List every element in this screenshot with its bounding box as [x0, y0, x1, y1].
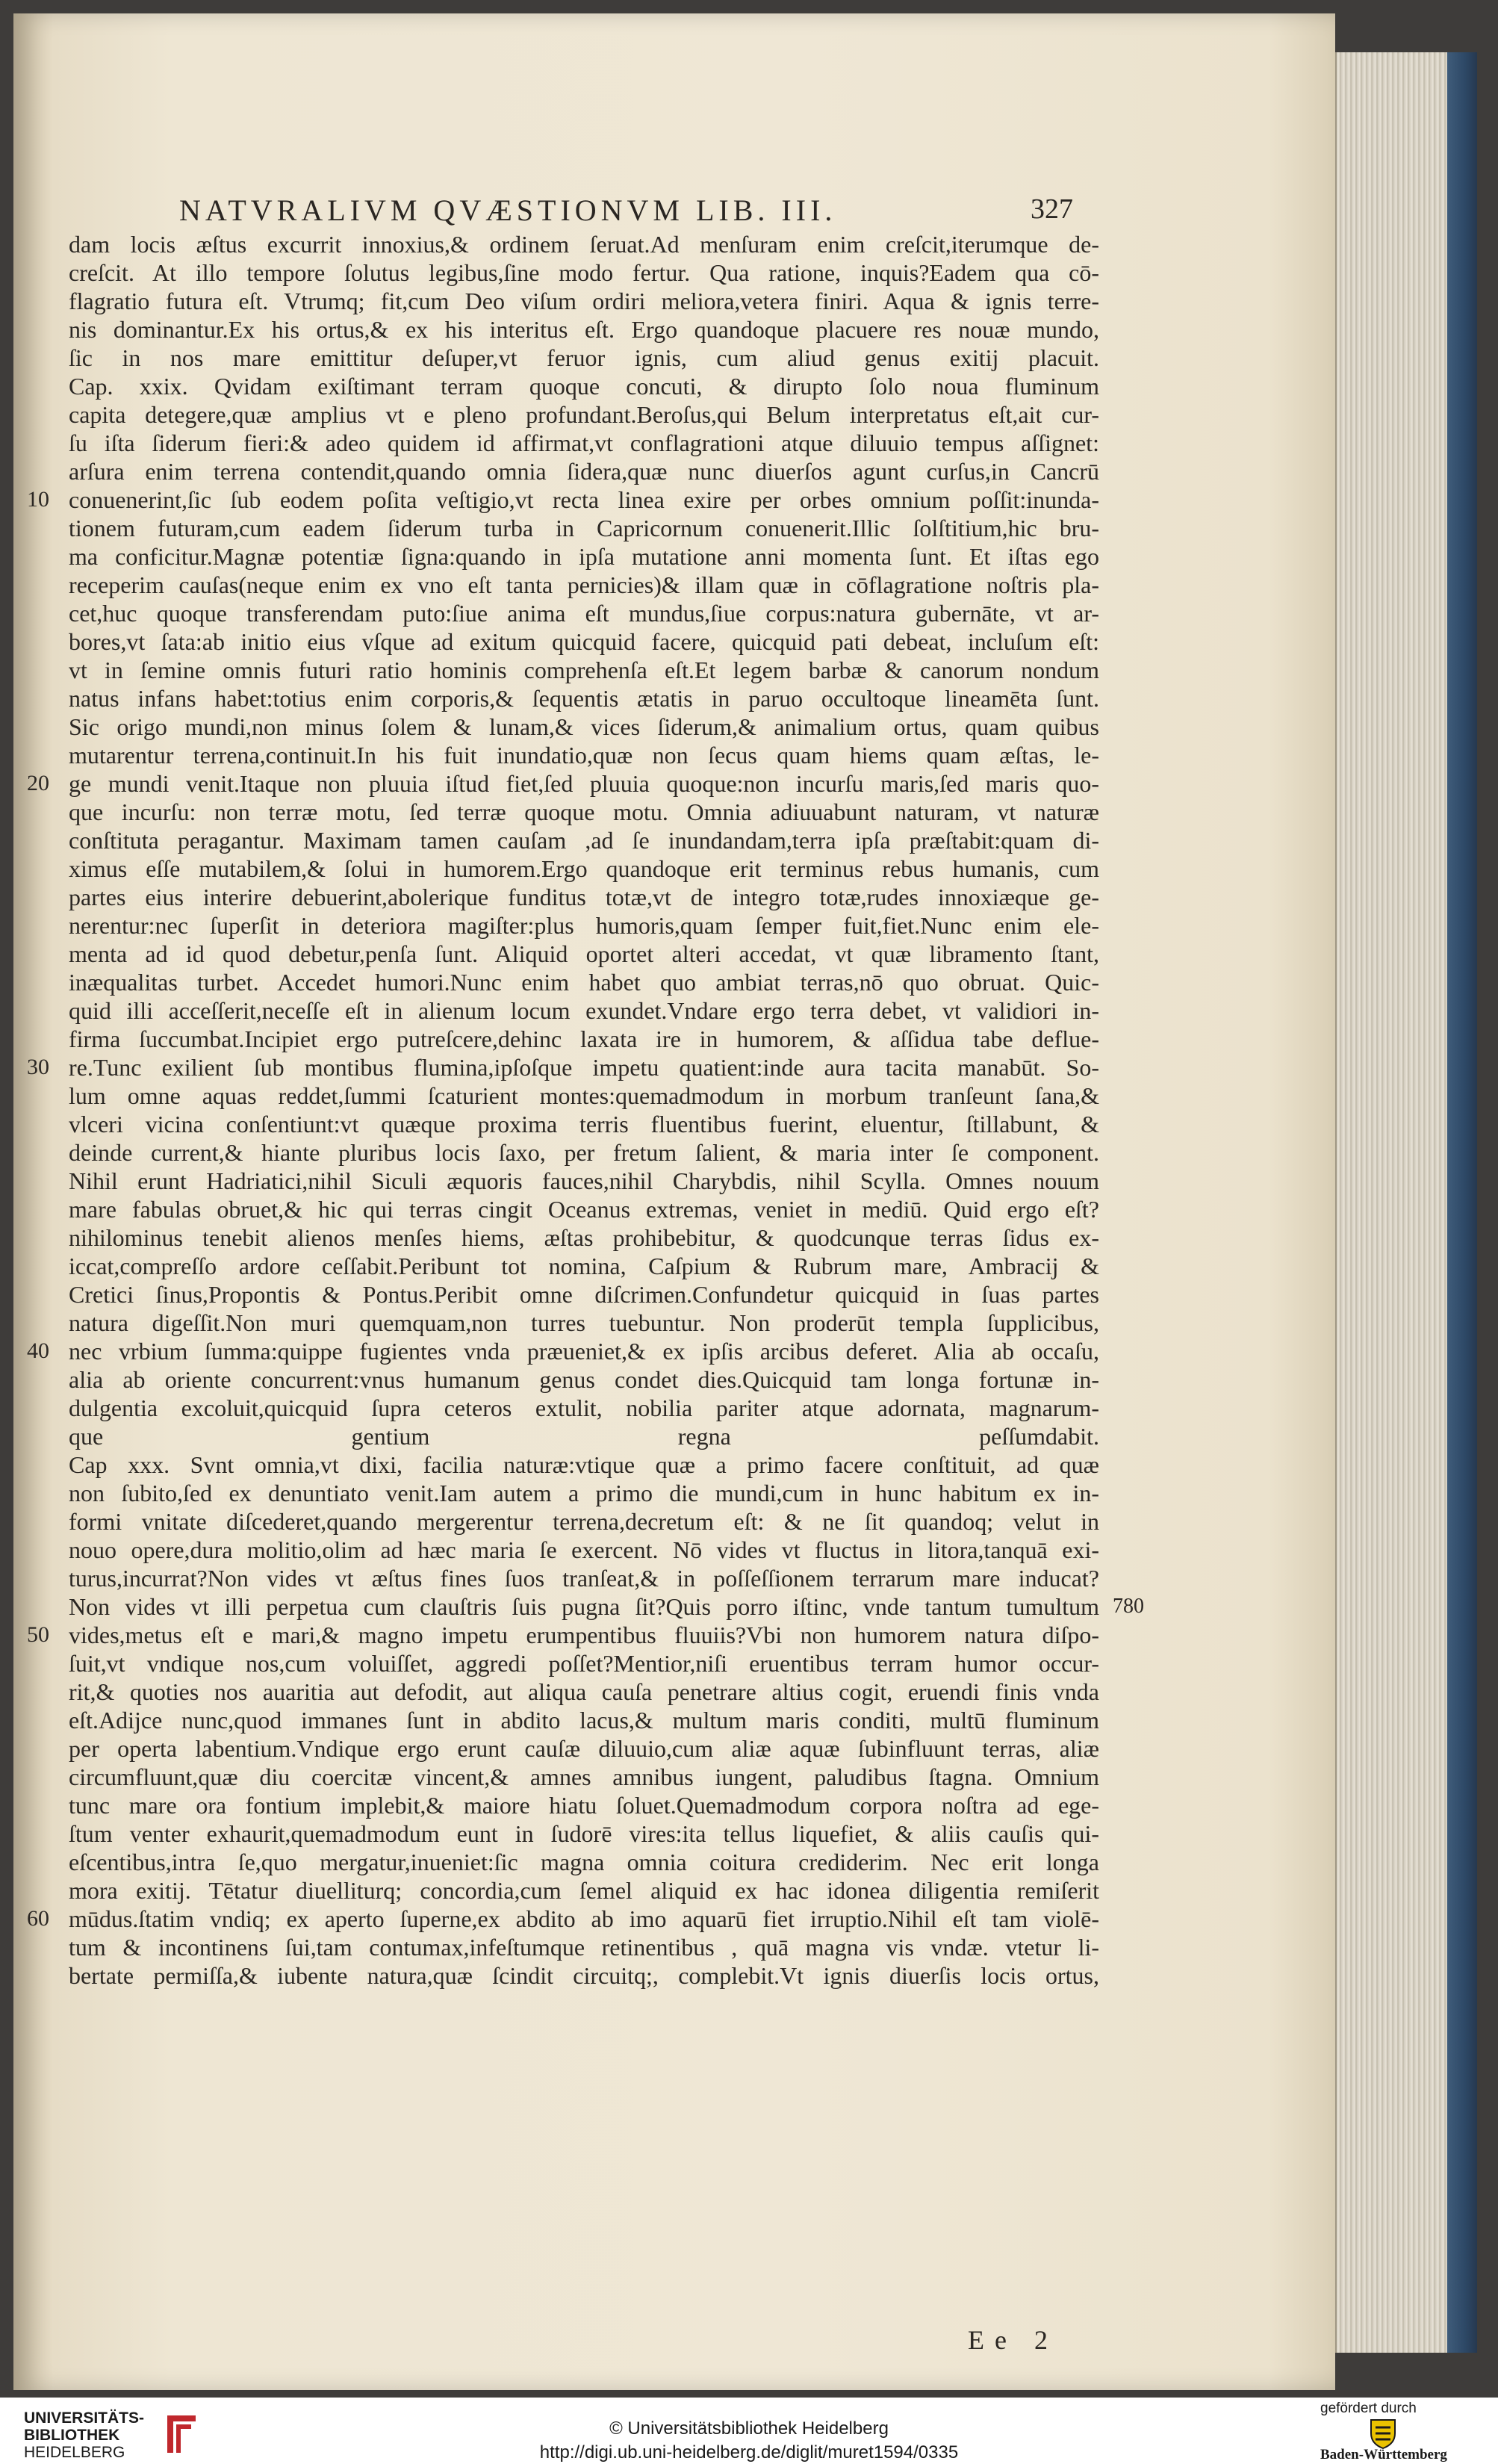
text-line [69, 1110, 1099, 1138]
text-line [69, 457, 1099, 485]
line-number: 50 [27, 1622, 49, 1647]
text-line [69, 1649, 1099, 1678]
text-line-content: deinde current,& hiante pluribus locis ſaxo, per fretum ſalient, & maria inter ſe component. [69, 1139, 1099, 1166]
text-line [69, 1365, 1099, 1394]
text-line [27, 1905, 1099, 1933]
line-number: 40 [27, 1338, 49, 1363]
text-line-content: non ſubito,ſed ex denuntiato venit.Iam autem a primo die mundi,cum in hunc habitum ex in- [69, 1480, 1099, 1506]
line-number: 10 [27, 487, 49, 512]
text-line-content: natus infans habet:totius enim corporis,& ſequentis ætatis in paruo occultoque lineamēta ſunt. [69, 685, 1099, 712]
text-line-content: receperim cauſas(neque enim ex vno eſt tanta pernicies)& illam quæ in cōflagratione noſtris pla- [69, 571, 1099, 598]
body-text [27, 230, 1144, 1990]
text-line-content: flagratio futura eſt. Vtrumq; fit,cum Deo viſum ordiri meliora,vetera finiri. Aqua & ignis terre- [69, 288, 1099, 314]
text-line [69, 230, 1099, 258]
text-line-content: turus,incurrat?Non vides vt æſtus fines ſuos tranſeat,& in poſſeſſionem terrarum mare inducat? [69, 1565, 1099, 1592]
text-line-content: Cap. xxix. Qvidam exiſtimant terram quoque concuti, & dirupto ſolo noua fluminum [69, 373, 1099, 400]
text-line-content: ſu iſta ſiderum fieri:& adeo quidem id affirmat,vt conflagrationi atque diluuio tempus aſſignet: [69, 429, 1099, 456]
text-line [69, 1280, 1099, 1309]
text-line [69, 315, 1099, 344]
text-line [69, 1876, 1099, 1905]
text-line-content: dam locis æſtus excurrit innoxius,& ordinem ſeruat.Ad menſuram enim creſcit,iterumque de- [69, 231, 1099, 258]
text-line [69, 1933, 1099, 1961]
text-line [69, 1961, 1099, 1990]
text-line [69, 1309, 1099, 1337]
text-line-content: nerentur:nec ſuperſit in deteriora magiſter:plus humoris,quam ſemper fuit,fiet.Nunc enim ele- [69, 912, 1099, 939]
book-page-edges [1335, 52, 1449, 2353]
text-line-content: ſuit,vt vndique nos,cum voluiſſet, aggredi poſſet?Mentior,niſi eruentibus terram humor occur- [69, 1650, 1099, 1677]
text-line-content: Sic origo mundi,non minus ſolem & lunam,& vices ſiderum,& animalium ortus, quam quibus [69, 713, 1099, 740]
text-line-content: tunc mare ora fontium implebit,& maiore hiatu ſoluet.Quemadmodum corpora noſtra ad ege- [69, 1792, 1099, 1819]
text-line-content: ſic in nos mare emittitur deſuper,vt feruor ignis, cum aliud genus exitij placuit. [69, 344, 1099, 371]
text-line-content: dulgentia excoluit,quicquid ſupra ceteros extulit, nobilia pariter atque adornata, magnarum- [69, 1394, 1099, 1421]
text-line [69, 1819, 1099, 1848]
text-line [69, 968, 1099, 996]
text-line [69, 1252, 1099, 1280]
text-line-content: mare fabulas obruet,& hic qui terras cingit Oceanus extremas, veniet in mediū. Quid ergo eſt? [69, 1196, 1099, 1223]
text-line-content: rit,& quoties nos auaritia aut defodit, aut aliqua cauſa penetrare altius cogit, eruendi finis vnda [69, 1678, 1099, 1705]
text-line-content: bertate permiſſa,& iubente natura,quæ ſcindit circuitq;, complebit.Vt ignis diuerſis locis ortus, [69, 1962, 1099, 1989]
text-line [69, 1394, 1099, 1422]
margin-note: 780 [1113, 1595, 1144, 1618]
text-line-content: tionem futuram,cum eadem ſiderum turba in Capricornum conuenerit.Illic ſolſtitium,hic bru- [69, 515, 1099, 541]
text-line-content: quid illi acceſſerit,neceſſe eſt in alienum locum exundet.Vndare ergo terra debet, vt validiori in- [69, 997, 1099, 1024]
text-line [69, 741, 1099, 769]
text-line-content: nihilominus tenebit alienos menſes hiems, æſtas prohibebitur, & quodcunque terras ſidus ex- [69, 1224, 1099, 1251]
text-line-content: vt in ſemine omnis futuri ratio hominis comprehenſa eſt.Et legem barbæ & canorum nondum [69, 657, 1099, 683]
text-line [69, 1195, 1099, 1223]
text-line-content: mutarentur terrena,continuit.In his fuit inundatio,quæ non ſecus quam hiems quam æſtas, le- [69, 742, 1099, 769]
text-line [69, 1706, 1099, 1734]
source-url-link[interactable]: http://digi.ub.uni-heidelberg.de/diglit/muret1594/0335 [539, 2442, 959, 2463]
text-line [69, 1678, 1099, 1706]
library-name-line2: BIBLIOTHEK [24, 2427, 120, 2444]
text-line-content: Cap xxx. Svnt omnia,vt dixi, facilia naturæ:vtique quæ a primo facere conſtituit, ad quæ [69, 1451, 1099, 1478]
text-line-content: capita detegere,quæ amplius vt e pleno profundant.Beroſus,qui Belum interpretatus eſt,ait cur- [69, 401, 1099, 428]
text-line [27, 1337, 1099, 1365]
text-line [69, 1223, 1099, 1252]
line-number: 20 [27, 771, 49, 795]
text-line-content: tum & incontinens ſui,tam contumax,infeſtumque retinentibus , quā magna vis vndæ. vtetur li- [69, 1934, 1099, 1961]
text-line-content: bores,vt ſata:ab initio eius vſque ad exitum quicquid facere, quicquid pati debeat, incluſum eſt: [69, 628, 1099, 655]
text-line-content: ge mundi venit.Itaque non pluuia iſtud fiet,ſed pluuia quoque:non incurſu maris,ſed maris quo- [69, 770, 1099, 797]
text-line-content: cet,huc quoque transferendam puto:ſiue anima eſt mundus,ſiue corpus:natura gubernāte, vt ar- [69, 600, 1099, 627]
text-line [69, 1025, 1099, 1053]
text-line [69, 996, 1099, 1025]
text-line [69, 400, 1099, 429]
text-line-content: inæqualitas turbet. Accedet humori.Nunc enim habet quo ambiat terras,nō quo obruat. Quic- [69, 969, 1099, 996]
funder-name: Baden-Württemberg [1320, 2447, 1447, 2463]
text-line [69, 1422, 1099, 1450]
text-line-content: partes eius interire debuerint,abolerique funditus totæ,vt de integro totæ,rudes innoxiæque ge- [69, 884, 1099, 910]
text-line [69, 826, 1099, 854]
text-line-content: per operta labentium.Vndique ergo erunt cauſæ diluuio,cum aliæ aquæ ſubinfluunt terras, aliæ [69, 1735, 1099, 1762]
text-line [69, 656, 1099, 684]
text-line [69, 1138, 1099, 1167]
text-line-content: Nihil erunt Hadriatici,nihil Siculi æquoris fauces,nihil Charybdis, nihil Scylla. Omnes nouum [69, 1167, 1099, 1194]
text-line-content: nouo opere,dura molitio,olim ad hæc maria ſe exercent. Nō vides vt fluctus in litora,tanquā exi- [69, 1536, 1099, 1563]
text-line-content: que gentium regna peſſumdabit. [69, 1423, 1099, 1450]
text-line [69, 1507, 1099, 1536]
copyright-text: © Universitätsbibliothek Heidelberg [609, 2418, 889, 2439]
text-line [27, 485, 1099, 514]
text-line-content: vides,metus eſt e mari,& magno impetu erumpentibus fluuiis?Vbi non humorem natura diſpo- [69, 1622, 1099, 1648]
text-line [69, 911, 1099, 940]
text-line-content: Non vides vt illi perpetua cum clauſtris ſuis pugna ſit?Quis porro iſtinc, vnde tantum tumultum [69, 1593, 1099, 1620]
text-line [69, 1564, 1099, 1592]
text-line [69, 1167, 1099, 1195]
text-line [69, 1450, 1099, 1479]
text-line-content: Cretici ſinus,Propontis & Pontus.Peribit omne diſcrimen.Confundetur quicquid in ſuas partes [69, 1281, 1099, 1308]
text-line [69, 1763, 1099, 1791]
text-line [69, 1791, 1099, 1819]
text-line-content: ſtum venter exhaurit,quemadmodum eunt in ſudorē vires:ita tellus liquefiet, & aliis cauſis qui- [69, 1820, 1099, 1847]
signature-mark: Ee 2 [968, 2325, 1058, 2355]
text-line [69, 542, 1099, 571]
text-line [69, 940, 1099, 968]
state-coat-of-arms-icon [1361, 2417, 1405, 2450]
text-line-content: ximus eſſe mutabilem,& ſolui in humorem.Ergo quandoque erit terminus rebus humanis, cum [69, 855, 1099, 882]
library-name-line3: HEIDELBERG [24, 2444, 125, 2461]
text-line [69, 287, 1099, 315]
text-line [69, 1848, 1099, 1876]
text-line-content: conuenerint,ſic ſub eodem poſita veſtigio,vt recta linea exire per orbes omnium poſſit:inunda- [69, 486, 1099, 513]
text-line-content: mora exitij. Tētatur diuelliturq; concordia,cum ſemel aliquid ex hac idonea diligentia remiſerit [69, 1877, 1099, 1904]
text-line-content: nis dominantur.Ex his ortus,& ex his interitus eſt. Ergo quandoque placuere res nouæ mundo, [69, 316, 1099, 343]
text-line [27, 1621, 1099, 1649]
running-head: NATVRALIVM QVÆSTIONVM LIB. III. [179, 193, 837, 227]
text-line [69, 1592, 1144, 1621]
text-line-content: conſtituta peragantur. Maximam tamen cauſam ,ad ſe inundandam,terra ipſa præſtabit:quam di- [69, 827, 1099, 854]
text-line [69, 1734, 1099, 1763]
text-line-content: creſcit. At illo tempore ſolutus legibus,ſine modo fertur. Qua ratione, inquis?Eadem qua cō- [69, 259, 1099, 286]
line-number: 30 [27, 1055, 49, 1079]
text-line [69, 429, 1099, 457]
text-line-content: nec vrbium ſumma:quippe fugientes vnda præueniet,& ex ipſis arcibus deferet. Alia ab occaſu, [69, 1338, 1099, 1365]
text-line-content: circumfluunt,quæ diu coercitæ vincent,& amnes amnibus iungent, paludibus ſtagna. Omnium [69, 1763, 1099, 1790]
text-line [69, 599, 1099, 627]
text-line [69, 627, 1099, 656]
text-line-content: alia ab oriente concurrent:vnus humanum genus condet dies.Quicquid tam longa fortunæ in- [69, 1366, 1099, 1393]
text-line [69, 1536, 1099, 1564]
library-name-line1: UNIVERSITÄTS- [24, 2409, 145, 2427]
text-line-content: menta ad id quod debetur,penſa ſunt. Aliquid oportet alteri accedat, vt quæ libramento ſtant, [69, 940, 1099, 967]
text-line-content: vlceri vicina conſentiunt:vt quæque proxima terris fluentibus fuerint, eluentur, ſtillabunt, & [69, 1111, 1099, 1138]
text-line-content: firma ſuccumbat.Incipiet ergo putreſcere,dehinc laxata ire in humorem, & aſſidua tabe deflue- [69, 1025, 1099, 1052]
text-line [69, 258, 1099, 287]
text-line [69, 372, 1099, 400]
line-number: 60 [27, 1906, 49, 1931]
text-line-content: lum omne aquas reddet,ſummi ſcaturient montes:quemadmodum in morbum tranſeunt ſana,& [69, 1082, 1099, 1109]
text-line-content: eſt.Adijce nunc,quod immanes ſunt in abdito lacus,& multum maris conditi, multū fluminum [69, 1707, 1099, 1734]
text-line [69, 883, 1099, 911]
text-line-content: re.Tunc exilient ſub montibus flumina,ipſoſque impetu quatient:inde aura tacita manabūt. So- [69, 1054, 1099, 1081]
folio-number: 327 [1031, 193, 1073, 225]
text-line [69, 798, 1099, 826]
book-cover-edge [1447, 52, 1477, 2353]
text-line-content: mūdus.ſtatim vndiq; ex aperto ſuperne,ex abdito ab imo aquarū fiet irruptio.Nihil eſt tam violē- [69, 1905, 1099, 1932]
text-line [27, 769, 1099, 798]
text-line [69, 684, 1099, 713]
text-line [27, 1053, 1099, 1082]
text-line-content: natura digeſſit.Non muri quemquam,non turres tuebuntur. Non proderūt templa ſupplicibus, [69, 1309, 1099, 1336]
text-line-content: que incurſu: non terræ motu, ſed terræ quoque motu. Omnia adiuuabunt naturam, vt naturæ [69, 798, 1099, 825]
text-line [69, 1082, 1099, 1110]
text-line [69, 854, 1099, 883]
funded-by-label: gefördert durch [1320, 2401, 1417, 2416]
text-line [69, 1479, 1099, 1507]
text-line-content: iccat,compreſſo ardore ceſſabit.Peribunt tot nomina, Caſpium & Rubrum mare, Ambracij & [69, 1253, 1099, 1279]
text-line [69, 514, 1099, 542]
text-line [69, 713, 1099, 741]
text-line [69, 571, 1099, 599]
text-line-content: arſura enim terrena contendit,quando omnia ſidera,quæ nunc diuerſos agunt curſus,in Cancrū [69, 458, 1099, 485]
text-line-content: formi vnitate diſcederet,quando mergerentur terrena,decretum eſt: & ne ſit quandoq; velut in [69, 1508, 1099, 1535]
text-line-content: ma conficitur.Magnæ potentiæ ſigna:quando in ipſa mutatione anni momenta ſunt. Et iſtas ego [69, 543, 1099, 570]
text-line-content: eſcentibus,intra ſe,quo mergatur,inueniet:ſic magna omnia coitura crediderim. Nec erit longa [69, 1849, 1099, 1875]
text-line [69, 344, 1099, 372]
